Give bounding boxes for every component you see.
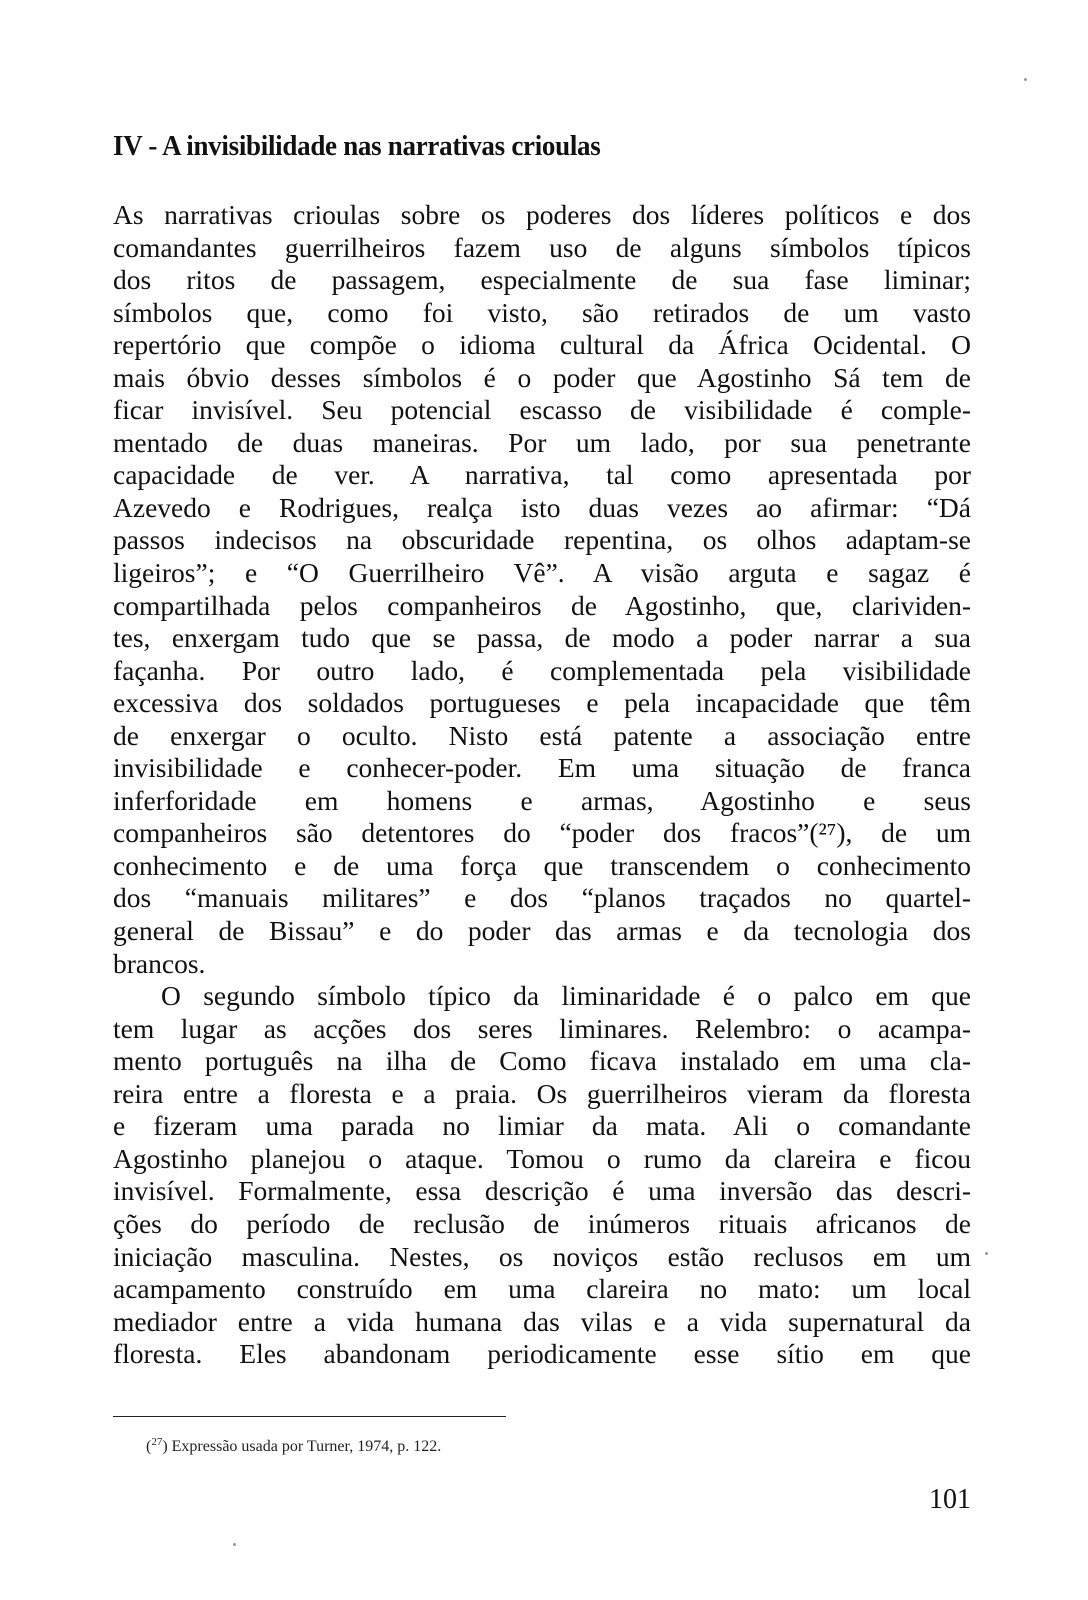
text-line: passos indecisos na obscuridade repentina, os olhos adaptam-se <box>113 524 971 556</box>
text-line: As narrativas crioulas sobre os poderes dos líderes políticos e dos <box>113 199 971 230</box>
footnote-marker: 27 <box>151 1436 163 1448</box>
text-line: ções do período de reclusão de inúmeros rituais africanos de <box>113 1207 971 1239</box>
scan-speck <box>233 1543 236 1546</box>
text-line: e fizeram uma parada no limiar da mata. Ali o comandante <box>113 1110 971 1142</box>
text-line: capacidade de ver. A narrativa, tal como apresentada por <box>113 459 971 491</box>
text-line: conhecimento e de uma força que transcendem o conhecimento <box>113 849 971 881</box>
text-line: O segundo símbolo típico da liminaridade é o palco em que <box>161 980 971 1012</box>
text-line: mediador entre a vida humana das vilas e a vida supernatural da <box>113 1305 971 1337</box>
text-line: dos ritos de passagem, especialmente de sua fase liminar; <box>113 264 971 296</box>
text-line: excessiva dos soldados portugueses e pela incapacidade que têm <box>113 687 971 719</box>
body-text <box>113 199 971 1371</box>
text-line: Azevedo e Rodrigues, realça isto duas vezes ao afirmar: “Dá <box>113 491 971 523</box>
text-line: Agostinho planejou o ataque. Tomou o rumo da clareira e ficou <box>113 1142 971 1174</box>
text-line: general de Bissau” e do poder das armas e da tecnologia dos <box>113 915 971 947</box>
text-line: inferforidade em homens e armas, Agostinho e seus <box>113 784 971 816</box>
text-line: símbolos que, como foi visto, são retirados de um vasto <box>113 296 971 328</box>
text-line: acampamento construído em uma clareira no mato: um local <box>113 1273 971 1305</box>
paragraph-1 <box>113 199 971 980</box>
footnote: ($^{27}$) Expressão usada por Turner, 1974, p. 122. <box>146 1436 442 1455</box>
text-line: ligeiros”; e “O Guerrilheiro Vê”. A visão arguta e sagaz é <box>113 557 971 589</box>
footnote-divider <box>113 1416 506 1417</box>
text-line: de enxergar o oculto. Nisto está patente a associação entre <box>113 719 971 751</box>
text-line: tes, enxergam tudo que se passa, de modo a poder narrar a sua <box>113 622 971 654</box>
text-line: compartilhada pelos companheiros de Agostinho, que, clarividen- <box>113 589 971 621</box>
text-line: dos “manuais militares” e dos “planos traçados no quartel- <box>113 882 971 914</box>
text-line: iniciação masculina. Nestes, os noviços estão reclusos em um <box>113 1240 971 1272</box>
scan-speck <box>985 1252 988 1255</box>
text-line: reira entre a floresta e a praia. Os guerrilheiros vieram da floresta <box>113 1077 971 1109</box>
text-line: invisibilidade e conhecer-poder. Em uma situação de franca <box>113 752 971 784</box>
text-line: mento português na ilha de Como ficava instalado em uma cla- <box>113 1045 971 1077</box>
text-line: mais óbvio desses símbolos é o poder que Agostinho Sá tem de <box>113 361 971 393</box>
text-line: ficar invisível. Seu potencial escasso de visibilidade é comple- <box>113 394 971 426</box>
text-line: tem lugar as acções dos seres liminares. Relembro: o acampa- <box>113 1012 971 1044</box>
scan-speck <box>1024 78 1027 81</box>
text-line: façanha. Por outro lado, é complementada pela visibilidade <box>113 654 971 686</box>
page-number: 101 <box>929 1484 971 1515</box>
text-line: repertório que compõe o idioma cultural da África Ocidental. O <box>113 329 971 361</box>
text-line: floresta. Eles abandonam periodicamente esse sítio em que <box>113 1338 971 1370</box>
text-line: companheiros são detentores do “poder dos fracos”(²⁷), de um <box>113 817 971 849</box>
text-line: invisível. Formalmente, essa descrição é uma inversão das descri- <box>113 1175 971 1207</box>
footnote-text: Expressão usada por Turner, 1974, p. 122. <box>167 1438 442 1455</box>
text-line: brancos. <box>113 947 206 979</box>
paragraph-2 <box>113 980 971 1371</box>
text-line: comandantes guerrilheiros fazem uso de alguns símbolos típicos <box>113 231 971 263</box>
section-heading: IV - A invisibilidade nas narrativas crioulas <box>113 130 601 162</box>
text-line: mentado de duas maneiras. Por um lado, por sua penetrante <box>113 426 971 458</box>
